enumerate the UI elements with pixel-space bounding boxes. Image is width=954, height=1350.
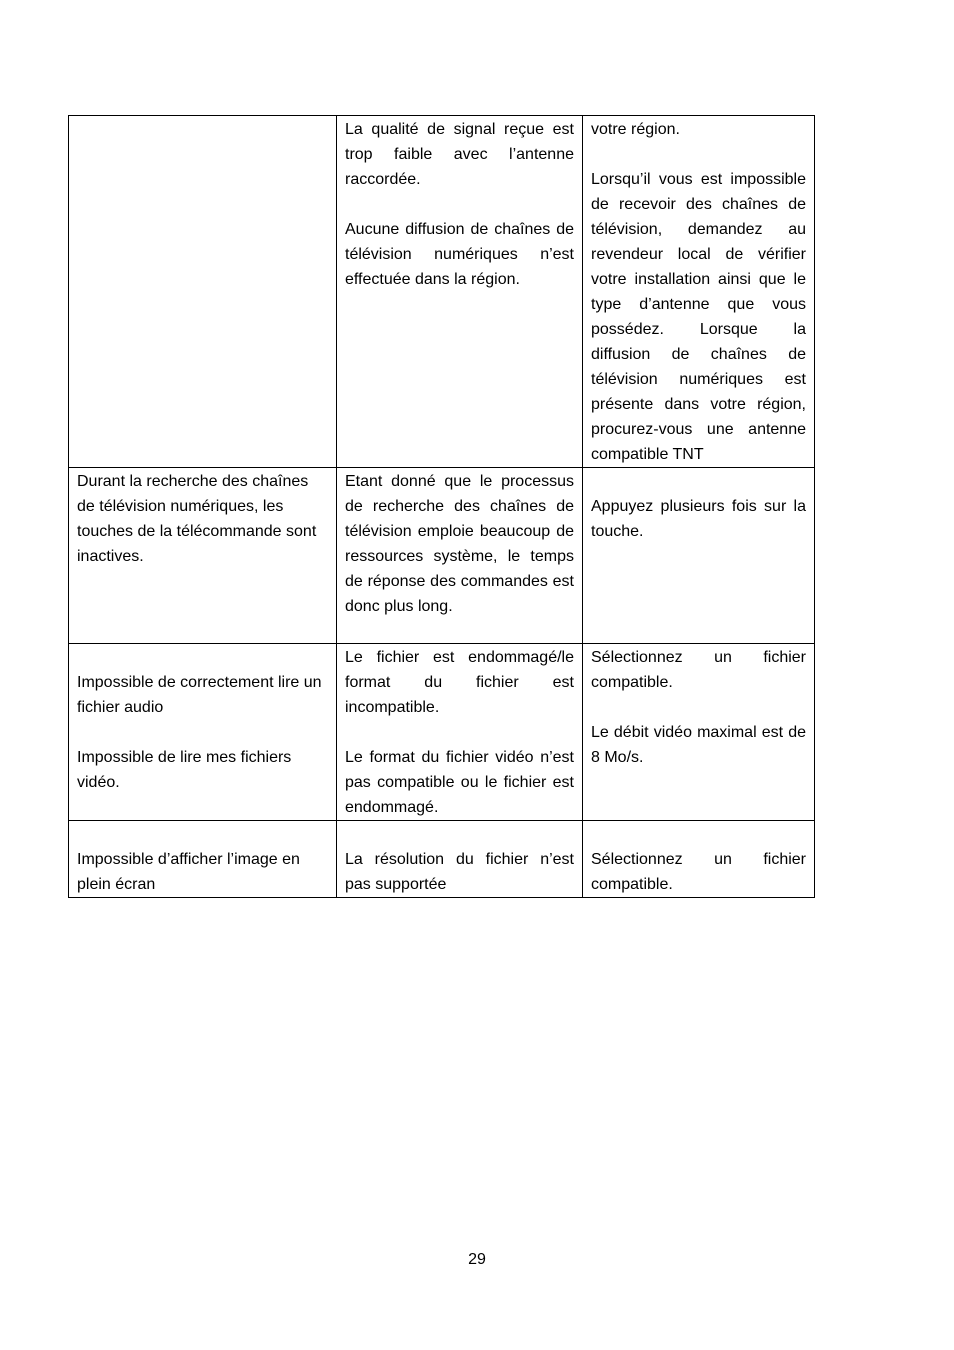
solution-cell: [583, 821, 815, 898]
problem-cell: [69, 468, 337, 644]
solution-cell: [583, 644, 815, 821]
cause-text: La résolution du fichier n’est pas supportée: [345, 851, 574, 893]
cause-text: Le format du fichier vidéo n’est pas compatible ou le fichier est endommagé.: [345, 749, 574, 816]
cause-text: Aucune diffusion de chaînes de télévision numériques n’est effectuée dans la région.: [345, 221, 574, 288]
problem-text: Impossible de lire mes fichiers vidéo.: [77, 749, 292, 791]
solution-cell: [583, 468, 815, 644]
cause-text: Etant donné que le processus de recherche des chaînes de télévision emploie beaucoup de ressources système, le temps de réponse des commandes est donc plus long.: [345, 473, 574, 615]
cause-text: Le fichier est endommagé/le format du fichier est incompatible.: [345, 649, 574, 716]
page-number: 29: [468, 1251, 486, 1268]
cause-cell: [337, 468, 583, 644]
solution-text: Le débit vidéo maximal est de 8 Mo/s.: [591, 724, 806, 766]
troubleshooting-table: [68, 115, 815, 898]
problem-cell: [69, 116, 337, 468]
problem-cell: [69, 821, 337, 898]
cause-cell: [337, 116, 583, 468]
table-row: [69, 468, 815, 644]
problem-text: Durant la recherche des chaînes de télévision numériques, les touches de la télécommande sont inactives.: [77, 473, 317, 565]
problem-cell: [69, 644, 337, 821]
solution-text: Appuyez plusieurs fois sur la touche.: [591, 498, 806, 540]
table-row: [69, 116, 815, 468]
table-row: [69, 644, 815, 821]
table-row: [69, 821, 815, 898]
cause-cell: [337, 821, 583, 898]
problem-text: Impossible d’afficher l’image en plein écran: [77, 851, 300, 893]
problem-text: Impossible de correctement lire un fichier audio: [77, 674, 322, 716]
solution-cell: [583, 116, 815, 468]
solution-text: votre région.: [591, 121, 680, 138]
solution-text: Sélectionnez un fichier compatible.: [591, 851, 806, 893]
cause-cell: [337, 644, 583, 821]
cause-text: La qualité de signal reçue est trop faible avec l’antenne raccordée.: [345, 121, 574, 188]
solution-text: Sélectionnez un fichier compatible.: [591, 649, 806, 691]
solution-text: Lorsqu’il vous est impossible de recevoir des chaînes de télévision, demandez au revendeur local de vérifier votre installation ainsi que le type d’antenne que vous possédez. Lorsque la diffusion de chaînes de télévision numériques est présente dans votre région, procurez-vous une antenne compatible TNT: [591, 171, 806, 463]
